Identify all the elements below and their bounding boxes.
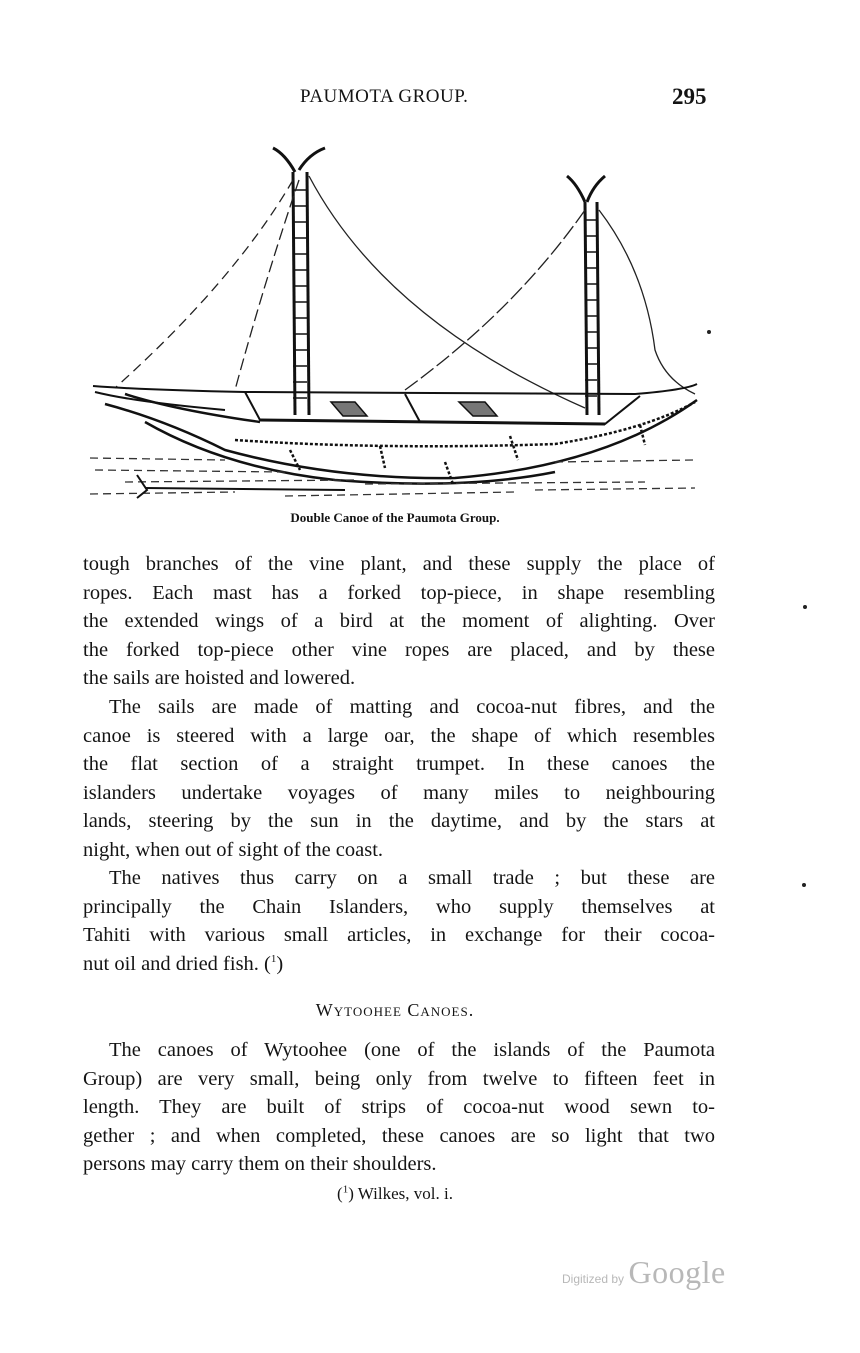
paragraph-1 <box>83 550 715 693</box>
watermark-prefix: Digitized by <box>562 1272 625 1286</box>
text-line: night, when out of sight of the coast. <box>83 838 384 861</box>
text-fragment: nut oil and dried fish. ( <box>83 952 271 975</box>
section-heading: Wytoohee Canoes. <box>315 1000 475 1020</box>
canoe-illustration <box>85 140 715 505</box>
footnote <box>0 1184 790 1204</box>
page-number: 295 <box>672 84 707 109</box>
text-line: lands, steering by the sun in the daytime, and by the stars at <box>83 810 715 832</box>
text-line: the forked top-piece other vine ropes are placed, and by these <box>83 638 715 661</box>
text-line: The sails are made of matting and cocoa-nut fibres, and the <box>109 696 715 718</box>
text-line: ropes. Each mast has a forked top-piece, in shape resembling <box>83 581 715 604</box>
figure-caption: Double Canoe of the Paumota Group. <box>290 510 500 525</box>
text-fragment: ) <box>276 952 284 975</box>
footnote-marker: 1 <box>342 1183 349 1196</box>
paragraph-3 <box>83 864 715 978</box>
paragraph-4 <box>83 1036 715 1179</box>
text-line: canoe is steered with a large oar, the shape of which resembles <box>83 724 715 747</box>
scan-speck <box>802 883 806 887</box>
double-canoe-drawing-icon <box>85 140 715 505</box>
text-line: The natives thus carry on a small trade ; but these are <box>109 867 715 889</box>
text-line: islanders undertake voyages of many miles to neighbouring <box>83 781 715 804</box>
text-line: persons may carry them on their shoulders. <box>83 1153 437 1175</box>
scan-speck <box>707 330 711 334</box>
text-line: Tahiti with various small articles, in exchange for their cocoa- <box>83 924 715 946</box>
page-header <box>0 84 860 114</box>
text-line: length. They are built of strips of cocoa-nut wood sewn to- <box>83 1096 715 1118</box>
text-line <box>83 950 715 979</box>
footnote-text: ) Wilkes, vol. i. <box>348 1184 453 1203</box>
footnote-reference[interactable]: 1 <box>270 952 277 965</box>
footnote-open: ( <box>337 1184 343 1203</box>
text-line: gether ; and when completed, these canoes are so light that two <box>83 1124 715 1147</box>
text-line: The canoes of Wytoohee (one of the islands of the Paumota <box>109 1039 715 1061</box>
running-title: PAUMOTA GROUP. <box>300 86 469 107</box>
digitized-watermark <box>562 1254 726 1291</box>
scan-speck <box>803 605 807 609</box>
paragraph-2 <box>83 693 715 864</box>
text-line: the extended wings of a bird at the moment of alighting. Over <box>83 610 715 632</box>
text-line: the flat section of a straight trumpet. In these canoes the <box>83 753 715 775</box>
text-line: Group) are very small, being only from twelve to fifteen feet in <box>83 1067 715 1090</box>
text-line: the sails are hoisted and lowered. <box>83 667 356 689</box>
text-line: tough branches of the vine plant, and these supply the place of <box>83 553 715 575</box>
google-logo: Google <box>628 1254 726 1290</box>
text-line: principally the Chain Islanders, who supply themselves at <box>83 895 715 918</box>
